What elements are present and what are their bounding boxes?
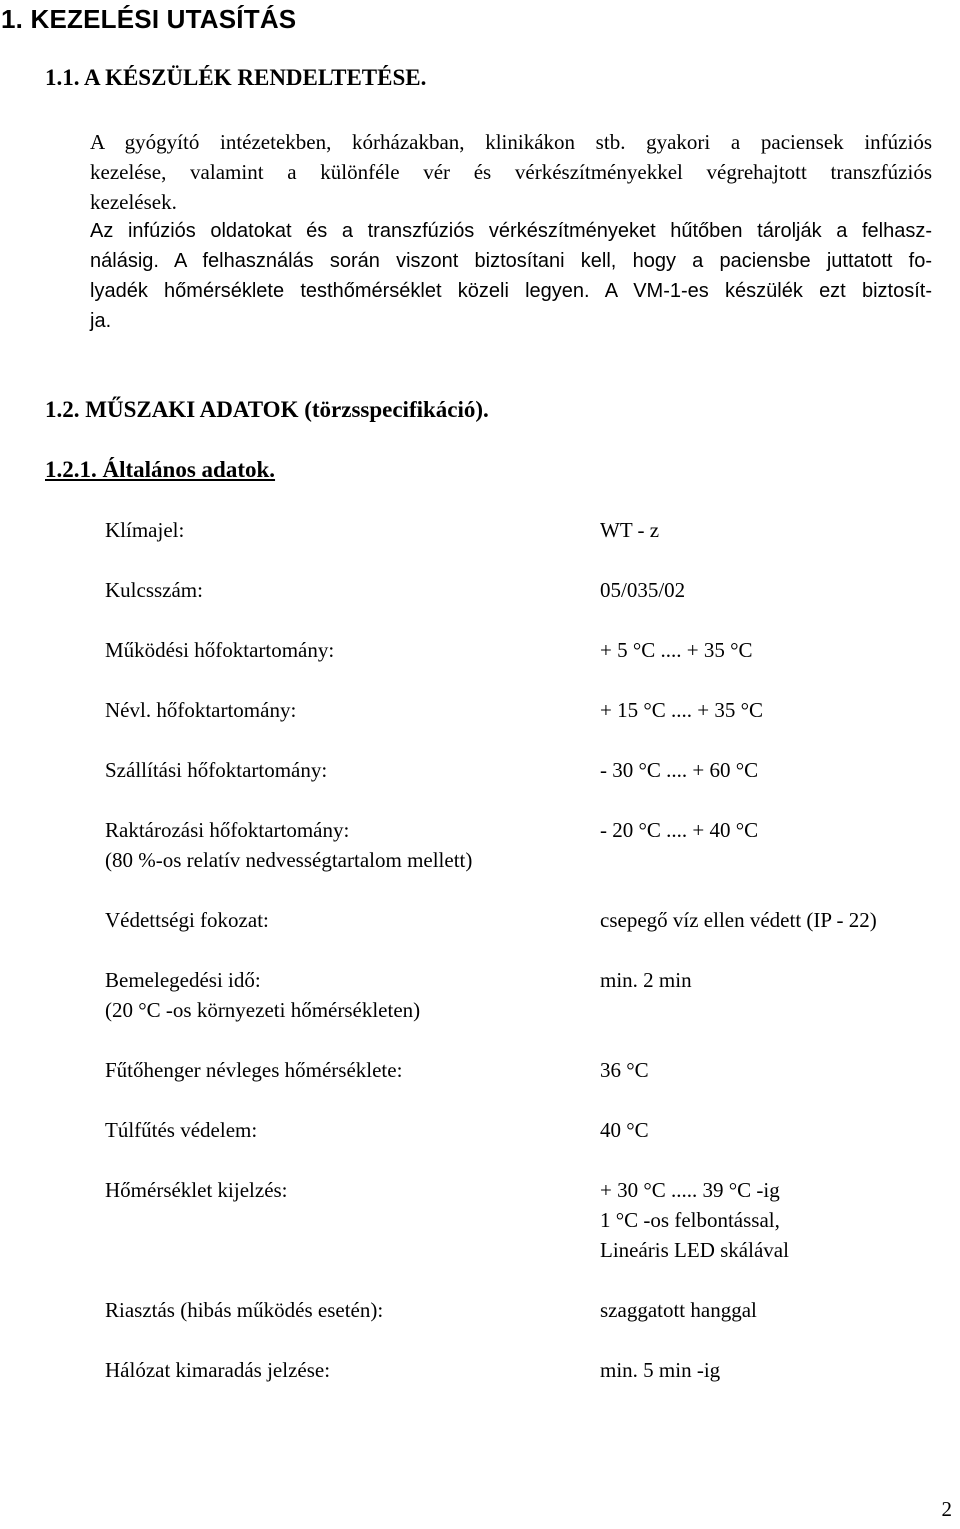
spec-label-storage-note: (80 %-os relatív nedvességtartalom mellett) [105,848,473,872]
spec-value-temp-display-scale: Lineáris LED skálával [600,1238,789,1262]
subsection-heading-general: 1.2.1. Általános adatok. [45,457,276,482]
page-number: 2 [941,1497,952,1521]
spec-value-power-loss: min. 5 min -ig [600,1358,721,1382]
main-heading: 1. KEZELÉSI UTASÍTÁS [1,4,297,34]
spec-label-power-loss: Hálózat kimaradás jelzése: [105,1358,331,1382]
spec-value-alarm: szaggatott hanggal [600,1298,757,1322]
paragraph-line: ja. [90,310,112,332]
spec-label-alarm: Riasztás (hibás működés esetén): [105,1298,384,1322]
spec-value-temp-display: + 30 °C ..... 39 °C -ig [600,1178,780,1202]
spec-label-warmup: Bemelegedési idő: [105,968,261,992]
paragraph-line: A gyógyító intézetekben, kórházakban, klinikákon stb. gyakori a paciensek infúziós [90,130,932,154]
spec-label-overheat: Túlfűtés védelem: [105,1118,258,1142]
paragraph-intro [90,127,932,217]
spec-value-key-number: 05/035/02 [600,578,686,602]
paragraph-line: lyadék hőmérséklete testhőmérséklet közeli legyen. A VM-1-es készülék ezt biztosít- [90,280,932,302]
spec-value-warmup: min. 2 min [600,968,692,992]
spec-label-protection: Védettségi fokozat: [105,908,269,932]
spec-label-key-number: Kulcsszám: [105,578,203,602]
spec-value-temp-display-resolution: 1 °C -os felbontással, [600,1208,780,1232]
section-heading-tech-data: 1.2. MŰSZAKI ADATOK (törzsspecifikáció). [45,397,489,422]
spec-label-climate: Klímajel: [105,518,185,542]
spec-value-overheat: 40 °C [600,1118,649,1142]
paragraph-line: kezelése, valamint a különféle vér és vérkészítményekkel végrehajtott transzfúziós [90,160,932,184]
spec-value-heater-temp: 36 °C [600,1058,649,1082]
spec-label-operating-range: Működési hőfoktartomány: [105,638,335,662]
spec-value-operating-range: + 5 °C .... + 35 °C [600,638,753,662]
spec-value-transport-range: - 30 °C .... + 60 °C [600,758,759,782]
spec-value-nominal-range: + 15 °C .... + 35 °C [600,698,763,722]
paragraph-line: kezelések. [90,190,177,214]
paragraph-usage [90,216,932,336]
paragraph-line: Az infúziós oldatokat és a transzfúziós vérkészítményeket hűtőben tárolják a felhasz- [90,220,932,242]
spec-label-heater-temp: Fűtőhenger névleges hőmérséklete: [105,1058,403,1082]
spec-label-nominal-range: Névl. hőfoktartomány: [105,698,297,722]
spec-label-warmup-note: (20 °C -os környezeti hőmérsékleten) [105,998,421,1022]
section-heading-purpose: 1.1. A KÉSZÜLÉK RENDELTETÉSE. [45,65,427,90]
spec-value-climate: WT - z [600,518,660,542]
spec-label-storage-range: Raktározási hőfoktartomány: [105,818,350,842]
spec-label-temp-display: Hőmérséklet kijelzés: [105,1178,288,1202]
spec-label-transport-range: Szállítási hőfoktartomány: [105,758,328,782]
paragraph-line: nálásig. A felhasználás során viszont biztosítani kell, hogy a paciensbe juttatott fo- [90,250,932,272]
spec-value-protection: csepegő víz ellen védett (IP - 22) [600,908,877,932]
spec-value-storage-range: - 20 °C .... + 40 °C [600,818,759,842]
